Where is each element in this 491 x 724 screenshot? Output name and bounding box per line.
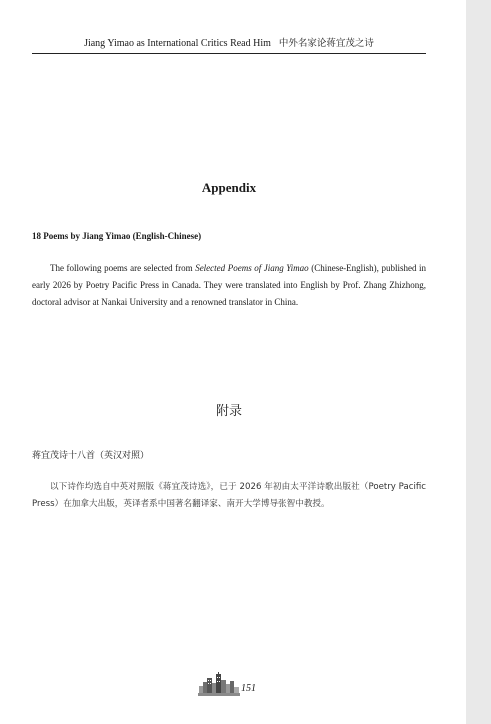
appendix-subheading-english: 18 Poems by Jiang Yimao (English-Chinese)	[32, 231, 202, 241]
appendix-subheading-chinese: 蒋宜茂诗十八首（英汉对照）	[32, 451, 150, 461]
city-skyline-icon	[198, 672, 240, 696]
appendix-paragraph-english	[32, 260, 426, 311]
page-gutter	[466, 0, 491, 724]
appendix-heading-chinese: 附录	[215, 404, 242, 419]
appendix-heading-english: Appendix	[201, 180, 257, 195]
book-title: Selected Poems of Jiang Yimao	[195, 263, 309, 273]
running-header	[32, 37, 426, 54]
appendix-paragraph-chinese: 以下诗作均选自中英对照版《蒋宜茂诗选》，已于 2026 年初由太平洋诗歌出版社（Poetry Pacific Press）在加拿大出版，英译者系中国著名翻译家、南开大学博导张智中教授。	[32, 482, 426, 509]
running-header-english: Jiang Yimao as International Critics Read Him	[84, 38, 271, 49]
paragraph-text-end: (Chinese-English), published in early 2026 by Poetry Pacific Press in Canada. They were translated into English by Prof. Zhang Zhizhong, doctoral advisor at Nankai University and a renowned translator in China.	[32, 263, 427, 307]
running-header-chinese: 中外名家论蒋宜茂之诗	[278, 38, 374, 49]
page-number: 151	[241, 683, 256, 694]
paragraph-text-start: The following poems are selected from	[50, 263, 196, 273]
